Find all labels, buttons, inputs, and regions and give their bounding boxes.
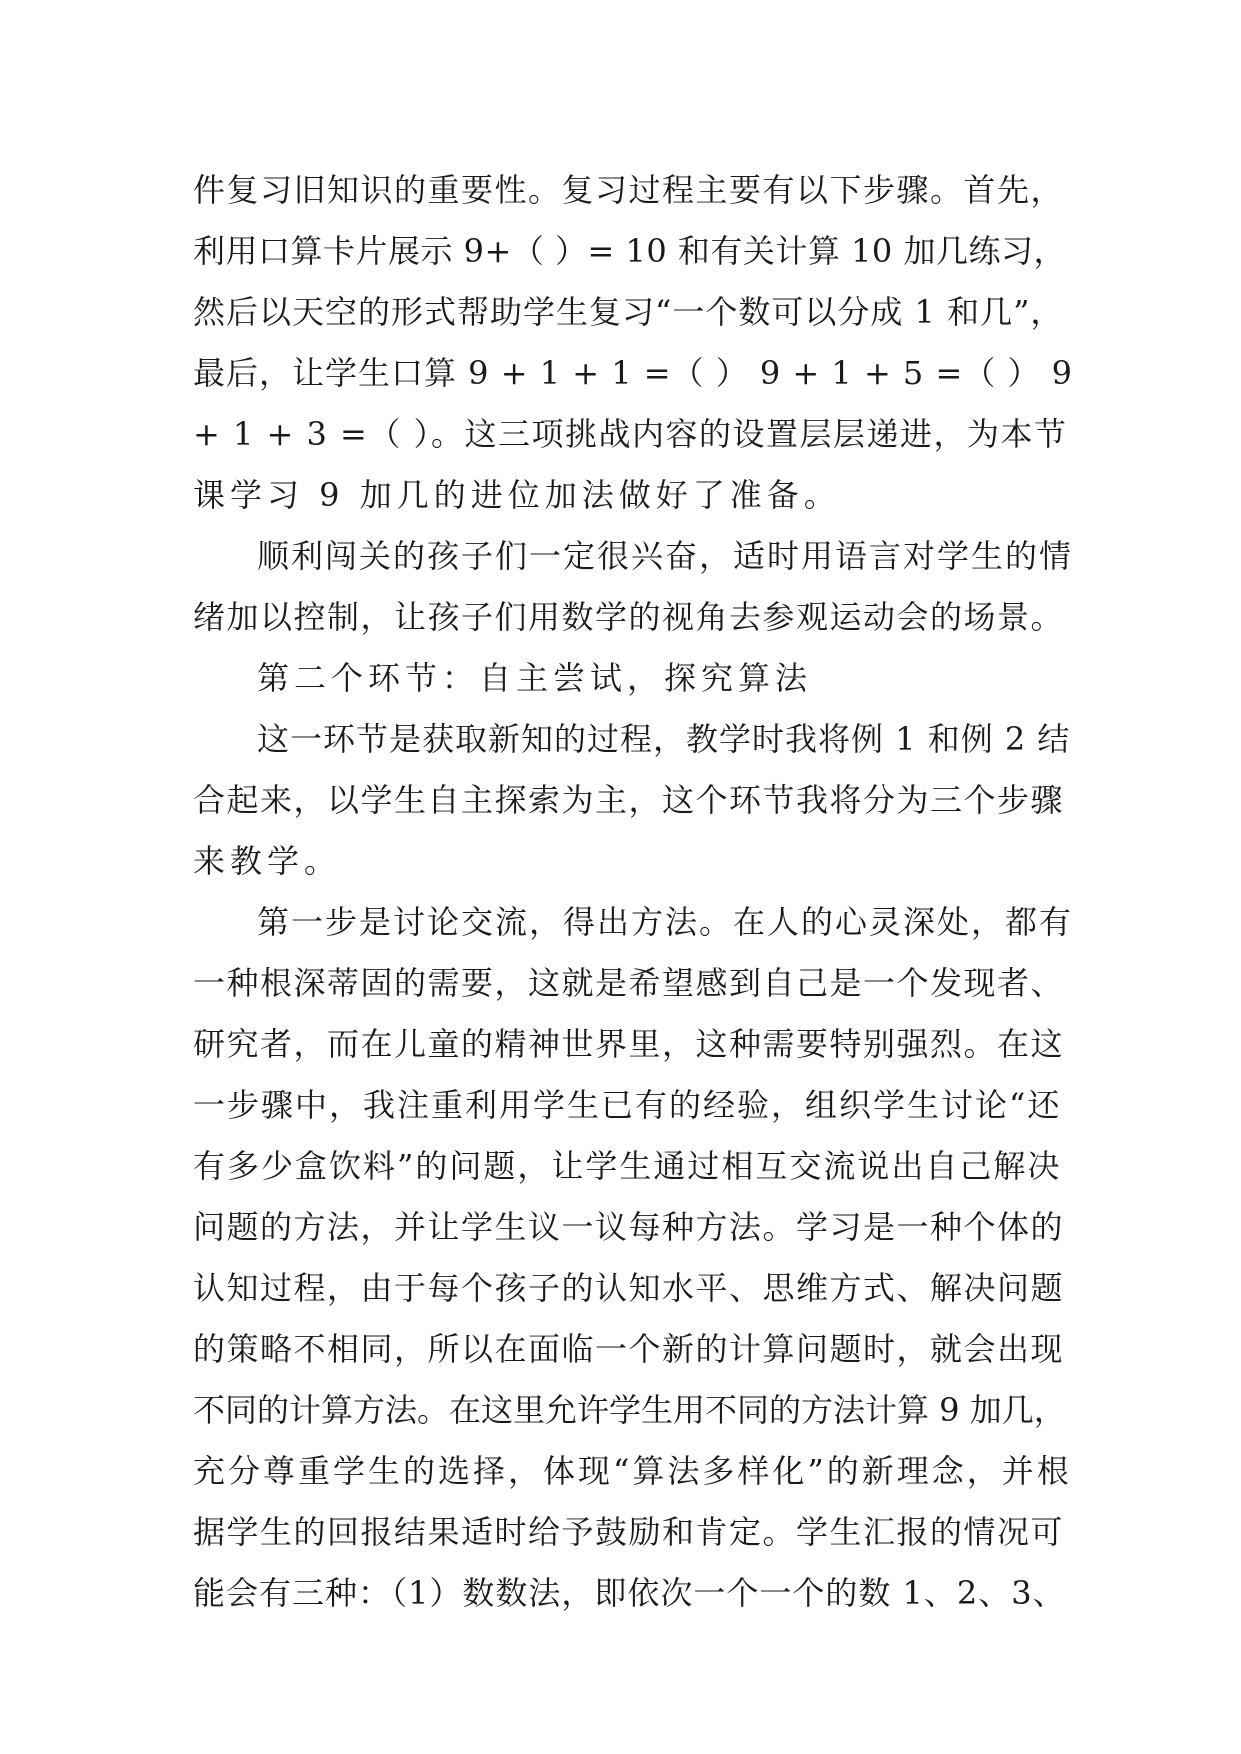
text-line: 来教学。 xyxy=(193,842,342,880)
text-line: 件复习旧知识的重要性。复习过程主要有以下步骤。首先， xyxy=(193,171,1065,209)
text-line: 的策略不相同，所以在面临一个新的计算问题时，就会出现 xyxy=(193,1330,1065,1368)
text-line: 合起来，以学生自主探索为主，这个环节我将分为三个步骤 xyxy=(193,781,1065,819)
text-line: 第一步是讨论交流，得出方法。在人的心灵深处，都有 xyxy=(257,903,1074,941)
text-line: 能会有三种：（1）数数法，即依次一个一个的数 1、2、3、 xyxy=(193,1574,1066,1612)
text-line: 一种根深蒂固的需要，这就是希望感到自己是一个发现者、 xyxy=(193,964,1065,1002)
body-text xyxy=(193,160,1073,1624)
text-line: 顺利闯关的孩子们一定很兴奋，适时用语言对学生的情 xyxy=(257,537,1074,575)
text-line: + 1 + 3 =（ ）。这三项挑战内容的设置层层递进，为本节 xyxy=(193,415,1068,453)
text-line: 课学习 9 加几的进位加法做好了准备。 xyxy=(193,476,841,514)
text-line: 第二个环节：自主尝试，探究算法 xyxy=(257,659,813,697)
text-line: 利用口算卡片展示 9+（ ）= 10 和有关计算 10 加几练习， xyxy=(193,232,1066,270)
text-line: 这一环节是获取新知的过程，教学时我将例 1 和例 2 结 xyxy=(257,720,1071,758)
text-line: 一步骤中，我注重利用学生已有的经验，组织学生讨论“还 xyxy=(193,1086,1062,1124)
text-line: 绪加以控制，让孩子们用数学的视角去参观运动会的场景。 xyxy=(193,598,1065,636)
text-line: 研究者，而在儿童的精神世界里，这种需要特别强烈。在这 xyxy=(193,1025,1065,1063)
text-line: 然后以天空的形式帮助学生复习“一个数可以分成 1 和几”， xyxy=(193,293,1064,331)
text-line: 问题的方法，并让学生议一议每种方法。学习是一种个体的 xyxy=(193,1208,1065,1246)
text-line: 认知过程，由于每个孩子的认知水平、思维方式、解决问题 xyxy=(193,1269,1065,1307)
text-line: 不同的计算方法。在这里允许学生用不同的方法计算 9 加几， xyxy=(193,1391,1066,1429)
text-line: 充分尊重学生的选择，体现“算法多样化”的新理念，并根 xyxy=(193,1452,1072,1490)
text-line: 据学生的回报结果适时给予鼓励和肯定。学生汇报的情况可 xyxy=(193,1513,1065,1551)
text-line: 最后，让学生口算 9 + 1 + 1 =（ ） 9 + 1 + 5 =（ ） 9 xyxy=(193,354,1073,392)
text-line: 有多少盒饮料”的问题，让学生通过相互交流说出自己解决 xyxy=(193,1147,1062,1185)
